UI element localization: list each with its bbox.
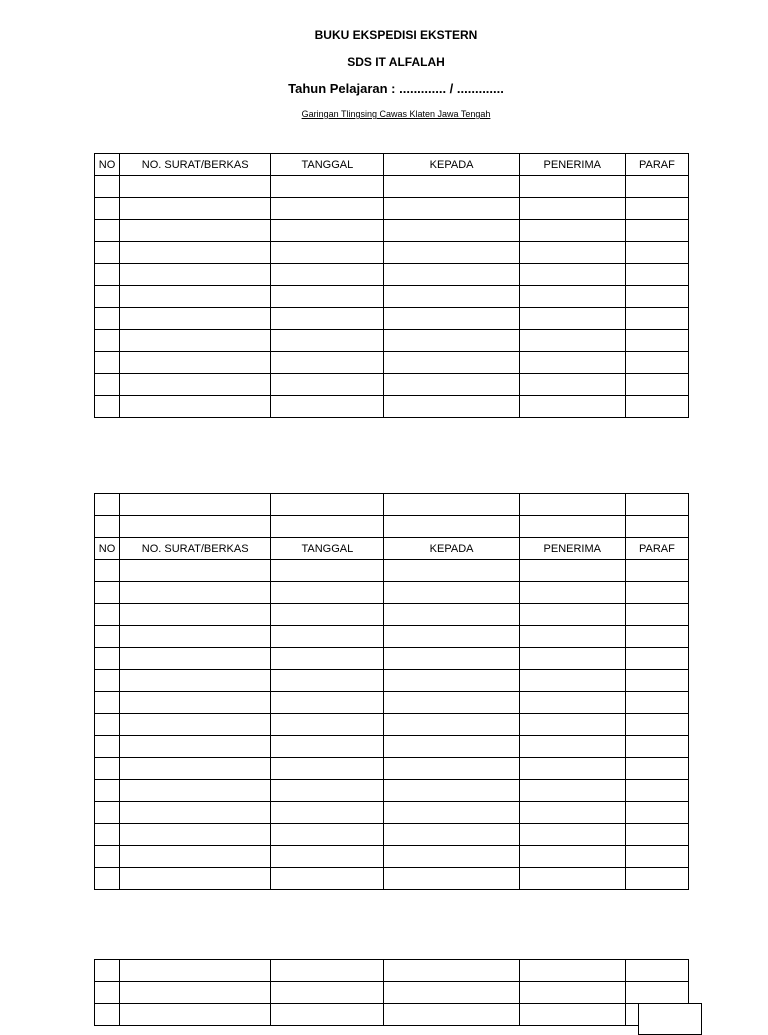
cell-kepada: [384, 670, 519, 692]
header-surat-berkas: NO. SURAT/BERKAS: [120, 154, 271, 176]
cell-paraf: [625, 982, 688, 1004]
cell-surat-berkas: [120, 868, 271, 890]
cell-no: [95, 868, 120, 890]
cell-kepada: [384, 846, 519, 868]
table-row: [95, 670, 689, 692]
cell-penerima: [519, 352, 625, 374]
cell-surat-berkas: [120, 604, 271, 626]
table-row: [95, 582, 689, 604]
cell-penerima: [519, 198, 625, 220]
cell-tanggal: [271, 582, 384, 604]
cell-no: [95, 352, 120, 374]
cell-surat-berkas: [120, 824, 271, 846]
cell-no: [95, 648, 120, 670]
cell-paraf: [625, 780, 688, 802]
cell-surat-berkas: [120, 396, 271, 418]
cell-tanggal: [271, 264, 384, 286]
header-no: NO: [95, 154, 120, 176]
cell-paraf: [625, 670, 688, 692]
cell-penerima: [519, 802, 625, 824]
cell-penerima: [519, 242, 625, 264]
cell-kepada: [384, 736, 519, 758]
cell-tanggal: [271, 352, 384, 374]
cell-penerima: [519, 516, 625, 538]
cell-kepada: [384, 1004, 519, 1026]
cell-penerima: [519, 330, 625, 352]
cell-paraf: [625, 868, 688, 890]
table-row: [95, 758, 689, 780]
cell-kepada: [384, 330, 519, 352]
cell-no: [95, 396, 120, 418]
cell-penerima: [519, 582, 625, 604]
cell-no: [95, 780, 120, 802]
cell-penerima: [519, 286, 625, 308]
cell-no: [95, 582, 120, 604]
cell-kepada: [384, 560, 519, 582]
cell-surat-berkas: [120, 330, 271, 352]
cell-penerima: [519, 824, 625, 846]
cell-paraf: [625, 176, 688, 198]
header-paraf: PARAF: [625, 538, 688, 560]
cell-paraf: [625, 494, 688, 516]
header-no: NO: [95, 538, 120, 560]
cell-tanggal: [271, 1004, 384, 1026]
expedition-table-2: [94, 493, 689, 890]
table-row: [95, 982, 689, 1004]
cell-no: [95, 286, 120, 308]
header-penerima: PENERIMA: [519, 154, 625, 176]
cell-penerima: [519, 626, 625, 648]
cell-no: [95, 692, 120, 714]
cell-paraf: [625, 960, 688, 982]
cell-tanggal: [271, 960, 384, 982]
cell-kepada: [384, 802, 519, 824]
cell-penerima: [519, 868, 625, 890]
cell-kepada: [384, 714, 519, 736]
expedition-table-1: [94, 153, 689, 418]
cell-kepada: [384, 308, 519, 330]
cell-penerima: [519, 560, 625, 582]
cell-surat-berkas: [120, 736, 271, 758]
cell-paraf: [625, 736, 688, 758]
cell-tanggal: [271, 560, 384, 582]
cell-no: [95, 982, 120, 1004]
header-tanggal: TANGGAL: [271, 154, 384, 176]
cell-no: [95, 264, 120, 286]
table-row: [95, 198, 689, 220]
header-kepada: KEPADA: [384, 538, 519, 560]
cell-paraf: [625, 242, 688, 264]
cell-kepada: [384, 758, 519, 780]
cell-no: [95, 846, 120, 868]
cell-surat-berkas: [120, 374, 271, 396]
cell-kepada: [384, 242, 519, 264]
cell-kepada: [384, 648, 519, 670]
table-row: [95, 626, 689, 648]
table-row: [95, 286, 689, 308]
cell-penerima: [519, 714, 625, 736]
cell-paraf: [625, 758, 688, 780]
table-row: [95, 824, 689, 846]
cell-paraf: [625, 560, 688, 582]
cell-tanggal: [271, 220, 384, 242]
cell-penerima: [519, 758, 625, 780]
cell-tanggal: [271, 286, 384, 308]
table-row: [95, 516, 689, 538]
table-row: [95, 176, 689, 198]
cell-paraf: [625, 824, 688, 846]
cell-no: [95, 670, 120, 692]
school-name: SDS IT ALFALAH: [347, 55, 445, 69]
cell-surat-berkas: [120, 846, 271, 868]
cell-paraf: [625, 352, 688, 374]
cell-tanggal: [271, 868, 384, 890]
cell-no: [95, 308, 120, 330]
cell-paraf: [625, 198, 688, 220]
cell-penerima: [519, 846, 625, 868]
cell-tanggal: [271, 198, 384, 220]
cell-penerima: [519, 1004, 625, 1026]
cell-kepada: [384, 494, 519, 516]
cell-paraf: [625, 692, 688, 714]
table-row: [95, 220, 689, 242]
cell-kepada: [384, 516, 519, 538]
table-row: [95, 802, 689, 824]
table-row: [95, 736, 689, 758]
cell-no: [95, 758, 120, 780]
cell-kepada: [384, 220, 519, 242]
table-header-row: [95, 154, 689, 176]
cell-surat-berkas: [120, 286, 271, 308]
table-row: [95, 494, 689, 516]
cell-tanggal: [271, 604, 384, 626]
table-row: [95, 1004, 689, 1026]
cell-surat-berkas: [120, 626, 271, 648]
cell-paraf: [625, 582, 688, 604]
cell-tanggal: [271, 308, 384, 330]
cell-no: [95, 960, 120, 982]
school-year-line: Tahun Pelajaran : ............. / .............: [288, 81, 504, 96]
cell-tanggal: [271, 374, 384, 396]
cell-penerima: [519, 308, 625, 330]
cell-surat-berkas: [120, 352, 271, 374]
cell-paraf: [625, 286, 688, 308]
cell-surat-berkas: [120, 220, 271, 242]
cell-tanggal: [271, 330, 384, 352]
cell-no: [95, 824, 120, 846]
cell-no: [95, 242, 120, 264]
cell-tanggal: [271, 692, 384, 714]
cell-kepada: [384, 626, 519, 648]
cell-kepada: [384, 868, 519, 890]
cell-paraf: [625, 396, 688, 418]
cell-surat-berkas: [120, 714, 271, 736]
cell-tanggal: [271, 396, 384, 418]
table-row: [95, 846, 689, 868]
cell-surat-berkas: [120, 780, 271, 802]
cell-penerima: [519, 374, 625, 396]
cell-paraf: [625, 220, 688, 242]
table-row: [95, 330, 689, 352]
header-penerima: PENERIMA: [519, 538, 625, 560]
cell-tanggal: [271, 824, 384, 846]
table-row: [95, 264, 689, 286]
cell-kepada: [384, 604, 519, 626]
header-surat-berkas: NO. SURAT/BERKAS: [120, 538, 271, 560]
cell-penerima: [519, 396, 625, 418]
cell-tanggal: [271, 758, 384, 780]
cell-kepada: [384, 286, 519, 308]
cell-no: [95, 198, 120, 220]
cell-penerima: [519, 982, 625, 1004]
cell-kepada: [384, 960, 519, 982]
cell-no: [95, 176, 120, 198]
cell-penerima: [519, 494, 625, 516]
cell-tanggal: [271, 736, 384, 758]
table-row: [95, 868, 689, 890]
cell-penerima: [519, 736, 625, 758]
cell-kepada: [384, 692, 519, 714]
cell-tanggal: [271, 802, 384, 824]
cell-tanggal: [271, 626, 384, 648]
header-tanggal: TANGGAL: [271, 538, 384, 560]
cell-kepada: [384, 264, 519, 286]
cell-penerima: [519, 264, 625, 286]
cell-no: [95, 374, 120, 396]
cell-paraf: [625, 846, 688, 868]
cell-penerima: [519, 604, 625, 626]
cell-kepada: [384, 198, 519, 220]
table-row: [95, 648, 689, 670]
table-row: [95, 692, 689, 714]
cell-paraf: [625, 714, 688, 736]
cell-kepada: [384, 982, 519, 1004]
table-row: [95, 352, 689, 374]
cell-kepada: [384, 374, 519, 396]
cell-kepada: [384, 352, 519, 374]
cell-surat-berkas: [120, 308, 271, 330]
cell-penerima: [519, 220, 625, 242]
cell-tanggal: [271, 714, 384, 736]
cell-no: [95, 802, 120, 824]
cell-surat-berkas: [120, 582, 271, 604]
cell-surat-berkas: [120, 176, 271, 198]
cell-no: [95, 736, 120, 758]
cell-paraf: [625, 264, 688, 286]
cell-surat-berkas: [120, 242, 271, 264]
table-row: [95, 560, 689, 582]
cell-kepada: [384, 582, 519, 604]
cell-tanggal: [271, 648, 384, 670]
table-row: [95, 242, 689, 264]
cell-tanggal: [271, 494, 384, 516]
cell-surat-berkas: [120, 802, 271, 824]
cell-paraf: [625, 308, 688, 330]
table-row: [95, 714, 689, 736]
table-row: [95, 960, 689, 982]
cell-surat-berkas: [120, 264, 271, 286]
cell-tanggal: [271, 780, 384, 802]
cell-surat-berkas: [120, 516, 271, 538]
cell-no: [95, 330, 120, 352]
cell-no: [95, 220, 120, 242]
cell-paraf: [625, 516, 688, 538]
table-row: [95, 604, 689, 626]
cell-penerima: [519, 648, 625, 670]
cell-paraf: [625, 374, 688, 396]
document-title: BUKU EKSPEDISI EKSTERN: [314, 28, 478, 42]
cell-penerima: [519, 176, 625, 198]
school-address: Garingan Tlingsing Cawas Klaten Jawa Tengah: [301, 109, 491, 119]
cell-penerima: [519, 670, 625, 692]
cell-penerima: [519, 780, 625, 802]
cell-penerima: [519, 960, 625, 982]
cell-paraf: [625, 626, 688, 648]
cell-no: [95, 1004, 120, 1026]
cell-no: [95, 626, 120, 648]
cell-no: [95, 516, 120, 538]
cell-paraf: [625, 648, 688, 670]
cell-surat-berkas: [120, 560, 271, 582]
partial-edge-cell: [638, 1003, 702, 1035]
cell-tanggal: [271, 176, 384, 198]
cell-surat-berkas: [120, 960, 271, 982]
cell-surat-berkas: [120, 670, 271, 692]
cell-no: [95, 714, 120, 736]
table-row: [95, 374, 689, 396]
cell-kepada: [384, 824, 519, 846]
cell-surat-berkas: [120, 692, 271, 714]
cell-paraf: [625, 802, 688, 824]
cell-no: [95, 560, 120, 582]
cell-tanggal: [271, 982, 384, 1004]
table-header-row: [95, 538, 689, 560]
cell-surat-berkas: [120, 648, 271, 670]
cell-tanggal: [271, 670, 384, 692]
cell-surat-berkas: [120, 982, 271, 1004]
cell-kepada: [384, 176, 519, 198]
cell-paraf: [625, 330, 688, 352]
table-row: [95, 780, 689, 802]
expedition-table-3: [94, 959, 689, 1026]
cell-surat-berkas: [120, 494, 271, 516]
cell-surat-berkas: [120, 758, 271, 780]
cell-tanggal: [271, 846, 384, 868]
cell-penerima: [519, 692, 625, 714]
header-kepada: KEPADA: [384, 154, 519, 176]
cell-tanggal: [271, 516, 384, 538]
header-paraf: PARAF: [625, 154, 688, 176]
cell-no: [95, 494, 120, 516]
cell-kepada: [384, 780, 519, 802]
cell-surat-berkas: [120, 198, 271, 220]
table-row: [95, 396, 689, 418]
cell-paraf: [625, 604, 688, 626]
cell-no: [95, 604, 120, 626]
table-row: [95, 308, 689, 330]
cell-kepada: [384, 396, 519, 418]
cell-surat-berkas: [120, 1004, 271, 1026]
cell-tanggal: [271, 242, 384, 264]
